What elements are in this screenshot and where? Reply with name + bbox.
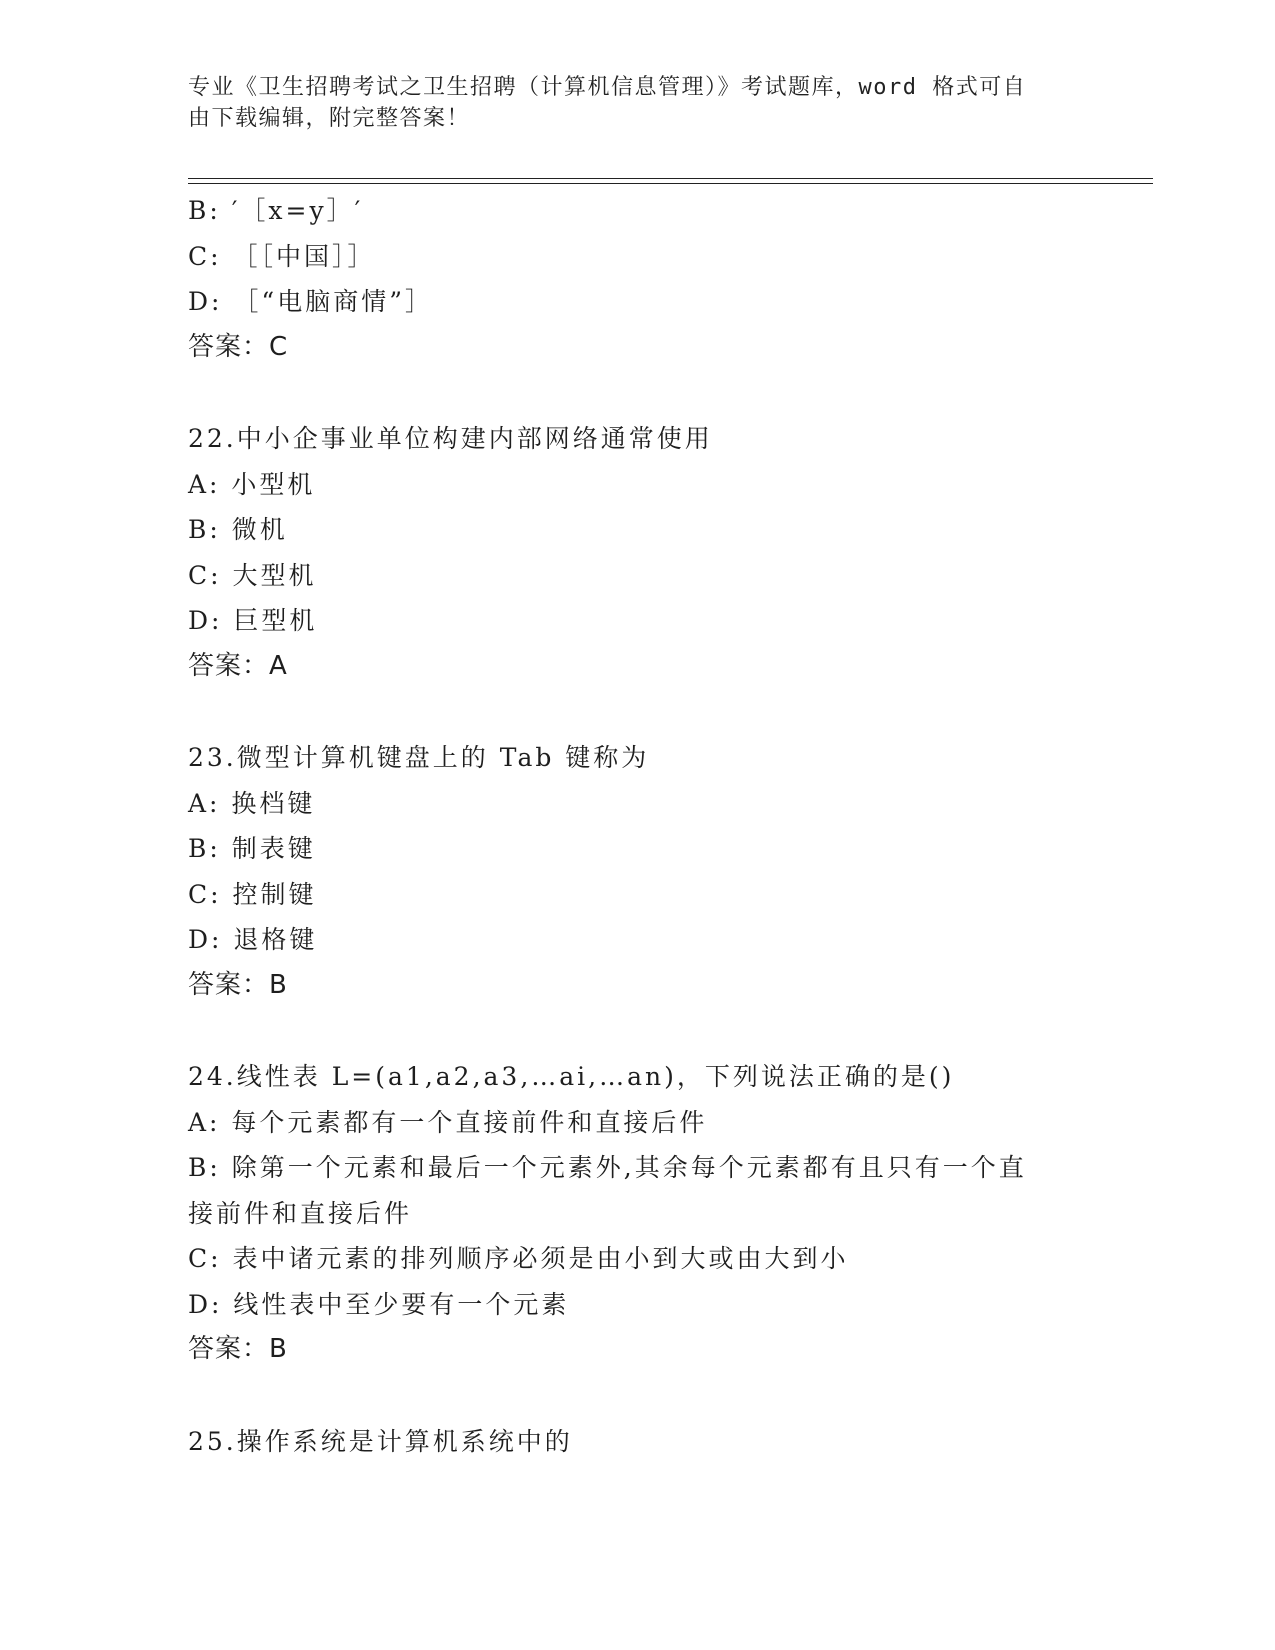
option-b: B: ′［x=y］′: [188, 196, 364, 225]
question-24: [188, 1054, 1088, 1373]
question-21-continued: [188, 188, 1088, 370]
header-divider-bottom: [188, 183, 1153, 184]
question-stem: 24.线性表 L=(a1,a2,a3,…ai,…an)，下列说法正确的是(): [188, 1062, 955, 1091]
answer-line: 答案：A: [188, 650, 288, 681]
header-line-1: 专业《卫生招聘考试之卫生招聘（计算机信息管理）》考试题库，word 格式可自: [188, 75, 1027, 100]
option-d: D: ［“电脑商情”］: [188, 287, 433, 316]
question-stem: 25.操作系统是计算机系统中的: [188, 1426, 573, 1456]
option-a: A: 换档键: [188, 788, 316, 818]
block-gap: [188, 370, 1088, 416]
question-list: [188, 188, 1088, 1464]
block-gap: [188, 689, 1088, 735]
option-d: D: 退格键: [188, 925, 318, 954]
block-gap: [188, 1008, 1088, 1054]
block-gap: [188, 1373, 1088, 1419]
question-22: [188, 416, 1088, 689]
answer-line: 答案：B: [188, 969, 288, 1000]
header-divider-top: [188, 178, 1153, 179]
option-b: B: 微机: [188, 515, 288, 544]
option-c: C: ［［中国］］: [188, 241, 376, 271]
option-b: B: 除第一个元素和最后一个元素外,其余每个元素都有且只有一个直: [188, 1153, 1027, 1182]
option-d: D: 巨型机: [188, 606, 318, 635]
question-stem: 22.中小企事业单位构建内部网络通常使用: [188, 424, 713, 453]
header-line-2: 由下载编辑，附完整答案！: [188, 106, 471, 131]
option-d: D: 线性表中至少要有一个元素: [188, 1289, 570, 1319]
question-23: [188, 735, 1088, 1008]
option-b-continued: 接前件和直接后件: [188, 1198, 413, 1228]
option-c: C: 控制键: [188, 879, 317, 909]
question-25: [188, 1419, 1088, 1465]
question-stem: 23.微型计算机键盘上的 Tab 键称为: [188, 743, 650, 772]
option-b: B: 制表键: [188, 834, 316, 863]
document-header: [188, 72, 1078, 134]
answer-line: 答案：C: [188, 331, 289, 362]
option-c: C: 表中诸元素的排列顺序必须是由小到大或由大到小: [188, 1244, 849, 1273]
option-c: C: 大型机: [188, 560, 317, 590]
option-a: A: 每个元素都有一个直接前件和直接后件: [188, 1107, 708, 1137]
option-a: A: 小型机: [188, 469, 316, 499]
answer-line: 答案：B: [188, 1334, 288, 1364]
